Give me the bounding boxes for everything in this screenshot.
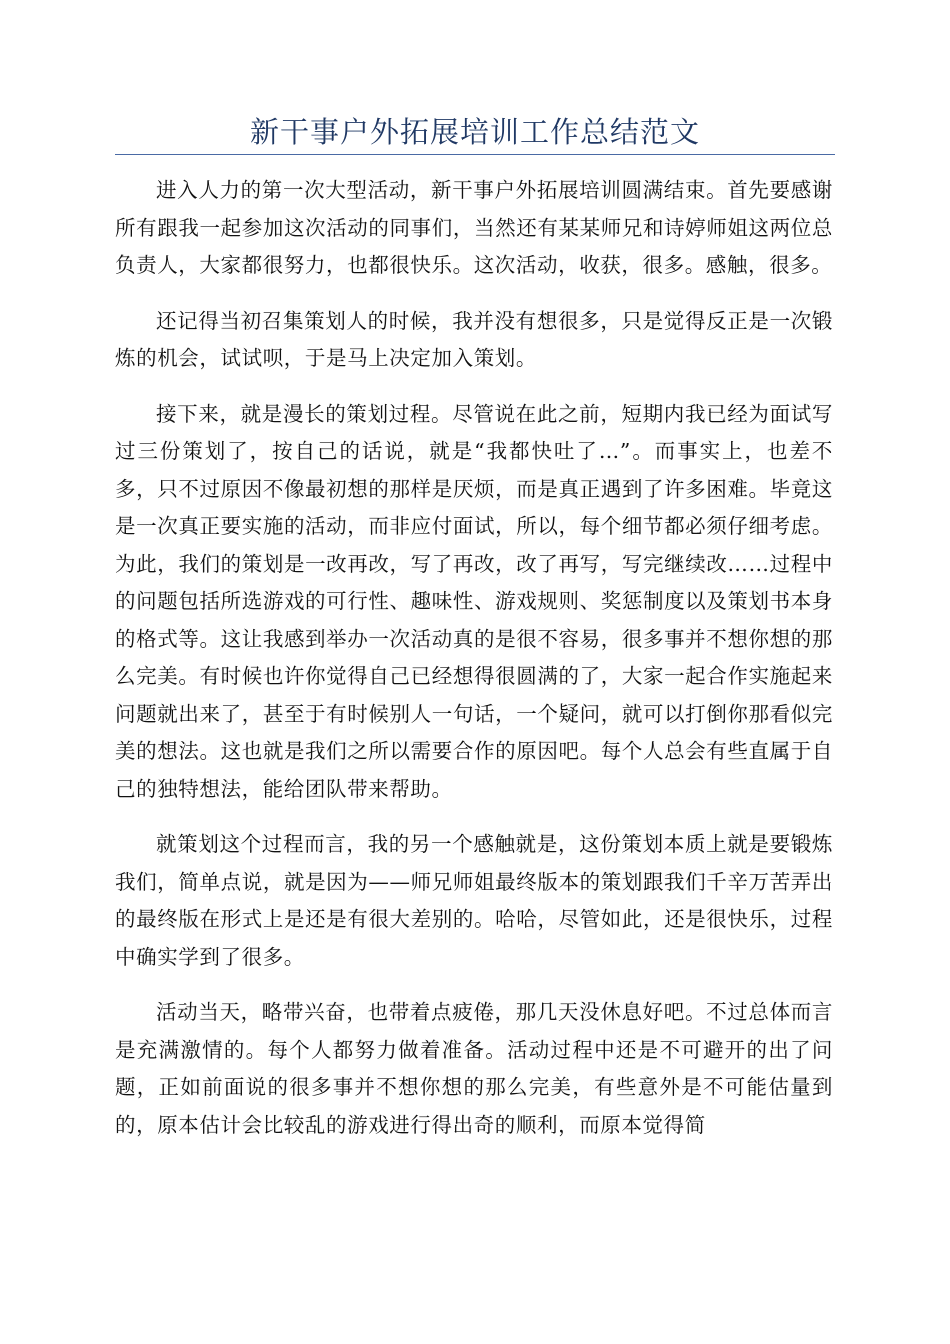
- paragraph-5: 活动当天，略带兴奋，也带着点疲倦，那几天没休息好吧。不过总体而言是充满激情的。每个人都努力做着准备。活动过程中还是不可避开的出了问题，正如前面说的很多事并不想你想的那么完美，有些意外是不可能估量到的，原本估计会比较乱的游戏进行得出奇的顺利，而原本觉得简: [115, 1000, 833, 1137]
- paragraph-4: 就策划这个过程而言，我的另一个感触就是，这份策划本质上就是要锻炼我们，简单点说，就是因为——师兄师姐最终版本的策划跟我们千辛万苦弄出的最终版在形式上是还是有很大差别的。哈哈，尽管如此，还是很快乐，过程中确实学到了很多。: [115, 832, 833, 969]
- page-title: 新干事户外拓展培训工作总结范文: [249, 115, 700, 149]
- paragraph-1: 进入人力的第一次大型活动，新干事户外拓展培训圆满结束。首先要感谢所有跟我一起参加这次活动的同事们，当然还有某某师兄和诗婷师姐这两位总负责人，大家都很努力，也都很快乐。这次活动，收获，很多。感触，很多。: [115, 178, 833, 277]
- title-underline: [115, 154, 835, 155]
- paragraph-3: 接下来，就是漫长的策划过程。尽管说在此之前，短期内我已经为面试写过三份策划了，按自己的话说，就是“我都快吐了…”。而事实上，也差不多，只不过原因不像最初想的那样是厌烦，而是真正遇到了许多困难。毕竟这是一次真正要实施的活动，而非应付面试，所以，每个细节都必须仔细考虑。为此，我们的策划是一改再改，写了再改，改了再写，写完继续改……过程中的问题包括所选游戏的可行性、趣味性、游戏规则、奖惩制度以及策划书本身的格式等。这让我感到举办一次活动真的是很不容易，很多事并不想你想的那么完美。有时候也许你觉得自己已经想得很圆满的了，大家一起合作实施起来问题就出来了，甚至于有时候别人一句话，一个疑问，就可以打倒你那看似完美的想法。这也就是我们之所以需要合作的原因吧。每个人总会有些直属于自己的独特想法，能给团队带来帮助。: [115, 401, 833, 801]
- document-body: [115, 172, 833, 1162]
- paragraph-2: 还记得当初召集策划人的时候，我并没有想很多，只是觉得反正是一次锻炼的机会，试试呗，于是马上决定加入策划。: [115, 308, 833, 370]
